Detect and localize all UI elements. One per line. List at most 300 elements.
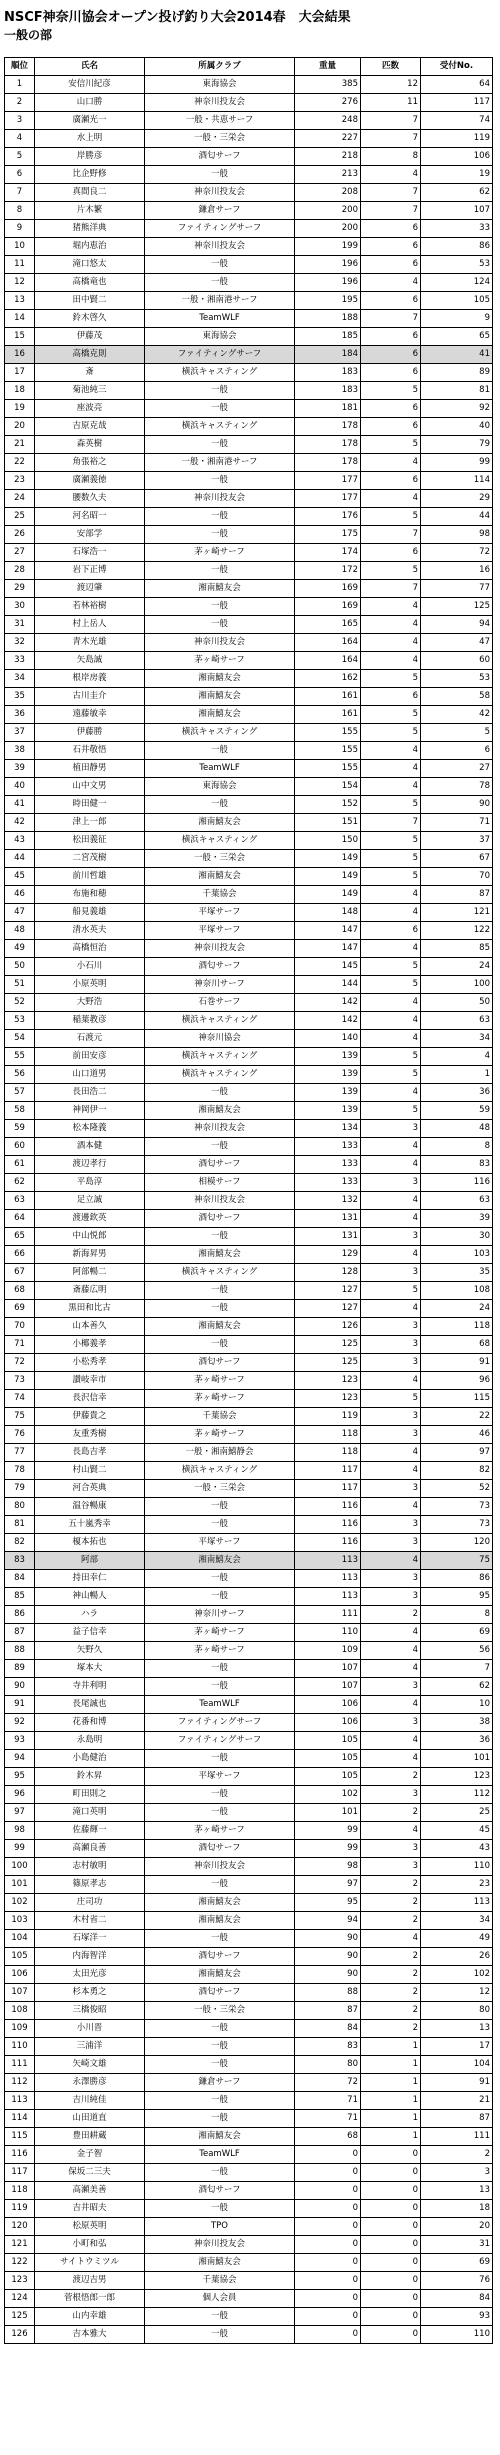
club-cell: 酒匂サーフ	[145, 2182, 295, 2200]
fish-count-cell: 6	[361, 400, 421, 418]
entry-no-cell: 71	[421, 814, 493, 832]
angler-name-cell: 中山悦郎	[35, 1228, 145, 1246]
weight-cell: 161	[295, 706, 361, 724]
rank-cell: 25	[5, 508, 35, 526]
rank-cell: 7	[5, 184, 35, 202]
fish-count-cell: 1	[361, 2128, 421, 2146]
club-cell: 一般	[145, 1876, 295, 1894]
fish-count-cell: 7	[361, 580, 421, 598]
club-cell: 一般	[145, 2200, 295, 2218]
table-row	[5, 1084, 493, 1102]
weight-cell: 176	[295, 508, 361, 526]
entry-no-cell: 17	[421, 2038, 493, 2056]
club-cell: 神奈川投友会	[145, 1858, 295, 1876]
club-cell: ファイティングサーフ	[145, 346, 295, 364]
fish-count-cell: 6	[361, 256, 421, 274]
weight-cell: 105	[295, 1768, 361, 1786]
fish-count-cell: 0	[361, 2182, 421, 2200]
rank-cell: 11	[5, 256, 35, 274]
rank-cell: 78	[5, 1462, 35, 1480]
angler-name-cell: 小石川	[35, 958, 145, 976]
entry-no-cell: 44	[421, 508, 493, 526]
club-cell: 平塚サーフ	[145, 1534, 295, 1552]
table-row	[5, 454, 493, 472]
rank-cell: 41	[5, 796, 35, 814]
weight-cell: 0	[295, 2182, 361, 2200]
table-row	[5, 202, 493, 220]
club-cell: 一般	[145, 2110, 295, 2128]
fish-count-cell: 5	[361, 508, 421, 526]
entry-no-cell: 93	[421, 2308, 493, 2326]
angler-name-cell: 永澤勝彦	[35, 2074, 145, 2092]
results-table	[4, 57, 493, 2344]
fish-count-cell: 4	[361, 1012, 421, 1030]
angler-name-cell: 山本善久	[35, 1318, 145, 1336]
rank-cell: 37	[5, 724, 35, 742]
table-row	[5, 904, 493, 922]
table-row	[5, 400, 493, 418]
angler-name-cell: 滝口悠太	[35, 256, 145, 274]
club-cell: ファイティングサーフ	[145, 1732, 295, 1750]
club-cell: 湘南鱚友会	[145, 706, 295, 724]
weight-cell: 113	[295, 1570, 361, 1588]
fish-count-cell: 0	[361, 2200, 421, 2218]
rank-cell: 113	[5, 2092, 35, 2110]
entry-no-cell: 50	[421, 994, 493, 1012]
club-cell: 一般	[145, 1804, 295, 1822]
weight-cell: 142	[295, 994, 361, 1012]
rank-cell: 93	[5, 1732, 35, 1750]
club-cell: 酒匂サーフ	[145, 1156, 295, 1174]
fish-count-cell: 4	[361, 1930, 421, 1948]
weight-cell: 0	[295, 2218, 361, 2236]
club-cell: 湘南鱚友会	[145, 868, 295, 886]
entry-no-cell: 47	[421, 634, 493, 652]
weight-cell: 133	[295, 1174, 361, 1192]
table-row	[5, 2326, 493, 2344]
weight-cell: 102	[295, 1786, 361, 1804]
fish-count-cell: 4	[361, 616, 421, 634]
rank-cell: 99	[5, 1840, 35, 1858]
rank-cell: 101	[5, 1876, 35, 1894]
weight-cell: 178	[295, 454, 361, 472]
angler-name-cell: 猪熊洋典	[35, 220, 145, 238]
angler-name-cell: 小町和弘	[35, 2236, 145, 2254]
club-cell: 一般	[145, 1570, 295, 1588]
club-cell: 酒匂サーフ	[145, 1840, 295, 1858]
fish-count-cell: 2	[361, 1984, 421, 2002]
rank-cell: 54	[5, 1030, 35, 1048]
table-row	[5, 850, 493, 868]
fish-count-cell: 0	[361, 2146, 421, 2164]
club-cell: 一般	[145, 508, 295, 526]
rank-cell: 27	[5, 544, 35, 562]
angler-name-cell: 松本隆義	[35, 1120, 145, 1138]
entry-no-cell: 73	[421, 1516, 493, 1534]
entry-no-cell: 6	[421, 742, 493, 760]
weight-cell: 144	[295, 976, 361, 994]
table-row	[5, 1624, 493, 1642]
fish-count-cell: 1	[361, 2074, 421, 2092]
fish-count-cell: 0	[361, 2236, 421, 2254]
weight-cell: 109	[295, 1642, 361, 1660]
angler-name-cell: 角張裕之	[35, 454, 145, 472]
club-cell: 相模サーフ	[145, 1174, 295, 1192]
fish-count-cell: 2	[361, 1768, 421, 1786]
fish-count-cell: 3	[361, 1120, 421, 1138]
fish-count-cell: 4	[361, 994, 421, 1012]
weight-cell: 0	[295, 2200, 361, 2218]
fish-count-cell: 5	[361, 958, 421, 976]
weight-cell: 149	[295, 886, 361, 904]
club-cell: TeamWLF	[145, 2146, 295, 2164]
club-cell: 一般・三栄会	[145, 2002, 295, 2020]
weight-cell: 149	[295, 850, 361, 868]
page-title: NSCF神奈川協会オープン投げ釣り大会2014春 大会結果	[4, 10, 351, 25]
table-row	[5, 2056, 493, 2074]
entry-no-cell: 70	[421, 868, 493, 886]
angler-name-cell: 河合英典	[35, 1480, 145, 1498]
rank-cell: 88	[5, 1642, 35, 1660]
rank-cell: 102	[5, 1894, 35, 1912]
fish-count-cell: 5	[361, 1066, 421, 1084]
club-cell: 茅ヶ崎サーフ	[145, 1426, 295, 1444]
rank-cell: 31	[5, 616, 35, 634]
weight-cell: 169	[295, 580, 361, 598]
angler-name-cell: 吉本雅大	[35, 2326, 145, 2344]
table-row	[5, 1246, 493, 1264]
weight-cell: 181	[295, 400, 361, 418]
club-cell: 酒匂サーフ	[145, 958, 295, 976]
weight-cell: 128	[295, 1264, 361, 1282]
angler-name-cell: 山口道男	[35, 1066, 145, 1084]
fish-count-cell: 5	[361, 796, 421, 814]
angler-name-cell: 榎本拓也	[35, 1534, 145, 1552]
club-cell: 一般	[145, 382, 295, 400]
table-row	[5, 418, 493, 436]
rank-cell: 111	[5, 2056, 35, 2074]
club-cell: 平塚サーフ	[145, 1768, 295, 1786]
entry-no-cell: 98	[421, 526, 493, 544]
angler-name-cell: 斎	[35, 364, 145, 382]
club-cell: 神奈川投友会	[145, 940, 295, 958]
entry-no-cell: 13	[421, 2020, 493, 2038]
angler-name-cell: 津上一郎	[35, 814, 145, 832]
entry-no-cell: 124	[421, 274, 493, 292]
angler-name-cell: 大野浩	[35, 994, 145, 1012]
fish-count-cell: 4	[361, 1300, 421, 1318]
rank-cell: 45	[5, 868, 35, 886]
fish-count-cell: 4	[361, 886, 421, 904]
rank-cell: 29	[5, 580, 35, 598]
club-cell: 神奈川サーフ	[145, 1606, 295, 1624]
fish-count-cell: 5	[361, 562, 421, 580]
fish-count-cell: 4	[361, 1660, 421, 1678]
entry-no-cell: 92	[421, 400, 493, 418]
table-row	[5, 706, 493, 724]
weight-cell: 107	[295, 1678, 361, 1696]
rank-cell: 109	[5, 2020, 35, 2038]
rank-cell: 69	[5, 1300, 35, 1318]
angler-name-cell: 温谷暢康	[35, 1498, 145, 1516]
weight-cell: 152	[295, 796, 361, 814]
fish-count-cell: 3	[361, 1534, 421, 1552]
club-cell: 東海協会	[145, 328, 295, 346]
table-row	[5, 1588, 493, 1606]
weight-cell: 149	[295, 868, 361, 886]
fish-count-cell: 6	[361, 688, 421, 706]
angler-name-cell: 真間良二	[35, 184, 145, 202]
fish-count-cell: 0	[361, 2326, 421, 2344]
club-cell: 横浜キャスティング	[145, 418, 295, 436]
weight-cell: 175	[295, 526, 361, 544]
table-row	[5, 796, 493, 814]
table-row	[5, 2164, 493, 2182]
angler-name-cell: 安部学	[35, 526, 145, 544]
fish-count-cell: 4	[361, 652, 421, 670]
rank-cell: 110	[5, 2038, 35, 2056]
fish-count-cell: 6	[361, 364, 421, 382]
header-entry-no: 受付No.	[421, 58, 493, 76]
angler-name-cell: 渡辺吉男	[35, 2272, 145, 2290]
angler-name-cell: 前川哲雄	[35, 868, 145, 886]
angler-name-cell: 河名昭一	[35, 508, 145, 526]
weight-cell: 72	[295, 2074, 361, 2092]
table-row	[5, 1840, 493, 1858]
weight-cell: 200	[295, 220, 361, 238]
rank-cell: 82	[5, 1534, 35, 1552]
club-cell: 一般	[145, 796, 295, 814]
weight-cell: 155	[295, 760, 361, 778]
club-cell: 横浜キャスティング	[145, 1264, 295, 1282]
table-row	[5, 868, 493, 886]
rank-cell: 55	[5, 1048, 35, 1066]
weight-cell: 0	[295, 2326, 361, 2344]
angler-name-cell: 座波亮	[35, 400, 145, 418]
weight-cell: 131	[295, 1228, 361, 1246]
entry-no-cell: 79	[421, 436, 493, 454]
fish-count-cell: 8	[361, 148, 421, 166]
rank-cell: 1	[5, 76, 35, 94]
fish-count-cell: 4	[361, 1138, 421, 1156]
fish-count-cell: 4	[361, 760, 421, 778]
fish-count-cell: 2	[361, 2020, 421, 2038]
angler-name-cell: 庄司功	[35, 1894, 145, 1912]
club-cell: 一般	[145, 526, 295, 544]
weight-cell: 178	[295, 418, 361, 436]
club-cell: 神奈川投友会	[145, 2236, 295, 2254]
club-cell: 横浜キャスティング	[145, 1048, 295, 1066]
entry-no-cell: 106	[421, 148, 493, 166]
rank-cell: 22	[5, 454, 35, 472]
table-row	[5, 1048, 493, 1066]
table-row	[5, 1156, 493, 1174]
entry-no-cell: 86	[421, 1570, 493, 1588]
club-cell: 茅ヶ崎サーフ	[145, 1822, 295, 1840]
angler-name-cell: 佐藤輝一	[35, 1822, 145, 1840]
fish-count-cell: 4	[361, 1498, 421, 1516]
entry-no-cell: 16	[421, 562, 493, 580]
table-row	[5, 1030, 493, 1048]
fish-count-cell: 6	[361, 544, 421, 562]
club-cell: 一般	[145, 166, 295, 184]
weight-cell: 127	[295, 1282, 361, 1300]
club-cell: 一般・共恵サーフ	[145, 112, 295, 130]
club-cell: 千葉協会	[145, 2272, 295, 2290]
entry-no-cell: 68	[421, 1336, 493, 1354]
rank-cell: 77	[5, 1444, 35, 1462]
entry-no-cell: 53	[421, 670, 493, 688]
angler-name-cell: 時田健一	[35, 796, 145, 814]
angler-name-cell: 石塚浩一	[35, 544, 145, 562]
fish-count-cell: 3	[361, 1264, 421, 1282]
club-cell: 一般・三栄会	[145, 850, 295, 868]
fish-count-cell: 5	[361, 706, 421, 724]
fish-count-cell: 3	[361, 1408, 421, 1426]
fish-count-cell: 6	[361, 418, 421, 436]
rank-cell: 19	[5, 400, 35, 418]
club-cell: 一般	[145, 2308, 295, 2326]
club-cell: 湘南鱚友会	[145, 580, 295, 598]
fish-count-cell: 2	[361, 1804, 421, 1822]
angler-name-cell: 杉本勇之	[35, 1984, 145, 2002]
fish-count-cell: 4	[361, 1156, 421, 1174]
club-cell: 茅ヶ崎サーフ	[145, 1372, 295, 1390]
entry-no-cell: 37	[421, 832, 493, 850]
entry-no-cell: 83	[421, 1156, 493, 1174]
club-cell: 神奈川投友会	[145, 184, 295, 202]
rank-cell: 56	[5, 1066, 35, 1084]
entry-no-cell: 3	[421, 2164, 493, 2182]
rank-cell: 95	[5, 1768, 35, 1786]
entry-no-cell: 115	[421, 1390, 493, 1408]
angler-name-cell: 森英樹	[35, 436, 145, 454]
table-row	[5, 382, 493, 400]
entry-no-cell: 49	[421, 1930, 493, 1948]
entry-no-cell: 46	[421, 1426, 493, 1444]
weight-cell: 95	[295, 1894, 361, 1912]
weight-cell: 97	[295, 1876, 361, 1894]
fish-count-cell: 6	[361, 328, 421, 346]
weight-cell: 107	[295, 1660, 361, 1678]
fish-count-cell: 5	[361, 1390, 421, 1408]
club-cell: 東海協会	[145, 76, 295, 94]
rank-cell: 66	[5, 1246, 35, 1264]
fish-count-cell: 4	[361, 778, 421, 796]
fish-count-cell: 4	[361, 454, 421, 472]
angler-name-cell: 矢野久	[35, 1642, 145, 1660]
angler-name-cell: 吉川純佳	[35, 2092, 145, 2110]
entry-no-cell: 8	[421, 1138, 493, 1156]
angler-name-cell: 塚本大	[35, 1660, 145, 1678]
table-row	[5, 2020, 493, 2038]
club-cell: 湘南鱚友会	[145, 1246, 295, 1264]
angler-name-cell: 小島健治	[35, 1750, 145, 1768]
fish-count-cell: 4	[361, 490, 421, 508]
weight-cell: 99	[295, 1840, 361, 1858]
club-cell: 湘南鱚友会	[145, 2128, 295, 2146]
entry-no-cell: 99	[421, 454, 493, 472]
fish-count-cell: 3	[361, 1678, 421, 1696]
club-cell: 酒匂サーフ	[145, 1354, 295, 1372]
angler-name-cell: 村上岳人	[35, 616, 145, 634]
table-row	[5, 1228, 493, 1246]
angler-name-cell: 五十嵐秀幸	[35, 1516, 145, 1534]
weight-cell: 208	[295, 184, 361, 202]
table-row	[5, 1534, 493, 1552]
angler-name-cell: 岩下正博	[35, 562, 145, 580]
weight-cell: 127	[295, 1300, 361, 1318]
entry-no-cell: 108	[421, 1282, 493, 1300]
club-cell: 平塚サーフ	[145, 904, 295, 922]
weight-cell: 196	[295, 256, 361, 274]
fish-count-cell: 5	[361, 1048, 421, 1066]
rank-cell: 28	[5, 562, 35, 580]
table-row	[5, 1390, 493, 1408]
rank-cell: 60	[5, 1138, 35, 1156]
fish-count-cell: 6	[361, 238, 421, 256]
table-row	[5, 688, 493, 706]
table-row	[5, 634, 493, 652]
fish-count-cell: 4	[361, 1624, 421, 1642]
rank-cell: 103	[5, 1912, 35, 1930]
entry-no-cell: 10	[421, 1696, 493, 1714]
fish-count-cell: 6	[361, 292, 421, 310]
table-row	[5, 1192, 493, 1210]
rank-cell: 79	[5, 1480, 35, 1498]
weight-cell: 71	[295, 2092, 361, 2110]
weight-cell: 218	[295, 148, 361, 166]
fish-count-cell: 4	[361, 1084, 421, 1102]
table-row	[5, 958, 493, 976]
angler-name-cell: 小川晋	[35, 2020, 145, 2038]
weight-cell: 110	[295, 1624, 361, 1642]
entry-no-cell: 82	[421, 1462, 493, 1480]
weight-cell: 148	[295, 904, 361, 922]
table-row	[5, 760, 493, 778]
rank-cell: 121	[5, 2236, 35, 2254]
weight-cell: 125	[295, 1336, 361, 1354]
weight-cell: 116	[295, 1516, 361, 1534]
rank-cell: 74	[5, 1390, 35, 1408]
entry-no-cell: 63	[421, 1192, 493, 1210]
rank-cell: 62	[5, 1174, 35, 1192]
rank-cell: 49	[5, 940, 35, 958]
angler-name-cell: 水上明	[35, 130, 145, 148]
angler-name-cell: 片木繁	[35, 202, 145, 220]
table-row	[5, 346, 493, 364]
angler-name-cell: 永島明	[35, 1732, 145, 1750]
rank-cell: 115	[5, 2128, 35, 2146]
table-row	[5, 1732, 493, 1750]
fish-count-cell: 3	[361, 1336, 421, 1354]
table-row	[5, 256, 493, 274]
rank-cell: 92	[5, 1714, 35, 1732]
club-cell: 神奈川協会	[145, 1030, 295, 1048]
entry-no-cell: 9	[421, 310, 493, 328]
angler-name-cell: 長田浩二	[35, 1084, 145, 1102]
fish-count-cell: 6	[361, 346, 421, 364]
table-row	[5, 1102, 493, 1120]
weight-cell: 147	[295, 922, 361, 940]
weight-cell: 155	[295, 724, 361, 742]
weight-cell: 129	[295, 1246, 361, 1264]
club-cell: 湘南鱚友会	[145, 1102, 295, 1120]
fish-count-cell: 4	[361, 904, 421, 922]
entry-no-cell: 110	[421, 1858, 493, 1876]
rank-cell: 61	[5, 1156, 35, 1174]
rank-cell: 5	[5, 148, 35, 166]
